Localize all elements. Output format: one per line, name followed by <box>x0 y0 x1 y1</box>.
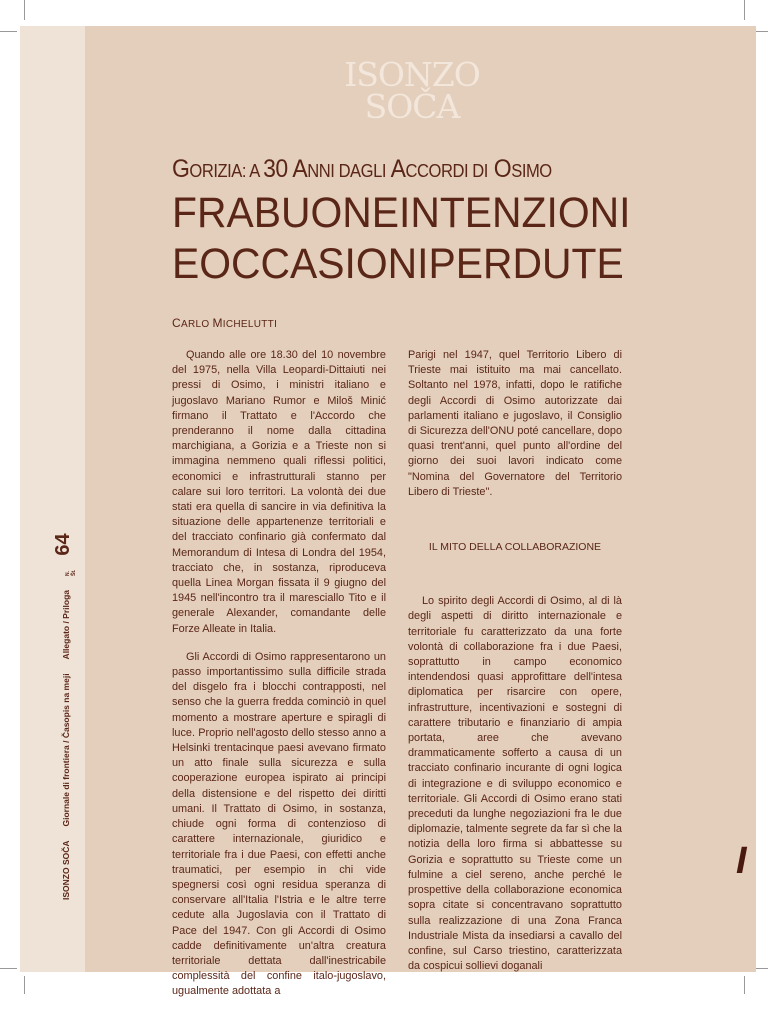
subtitle-part: O <box>487 155 512 183</box>
subtitle-part: A <box>287 155 308 183</box>
isonzo-soca-logo <box>332 55 492 138</box>
crop-mark <box>0 31 17 32</box>
publication-name: ISONZO SOČA <box>61 840 71 900</box>
author-part: ARLO <box>180 319 210 330</box>
number-label-sl: Št. <box>71 569 77 576</box>
publication-subtitle: Giornale di frontiera / Časopis na meji <box>61 673 71 827</box>
logo-line-1: ISONZO <box>344 55 480 94</box>
article-title-line-1 <box>172 189 631 237</box>
paragraph: Parigi nel 1947, quel Territorio Libero di Trieste mai istituito ma mai cancellato. Soltanto nel 1978, infatti, dopo le ratifiche degli Accordi di Osimo autorizzate dai parlamenti italiano e jugoslavo, il Consiglio di Sicurezza dell'ONU poté cancellare, dopo quasi trent'anni, quel punto all'ordine del giorno dei suoi lavori indicato come "Nomina del Governatore del Territorio Libero di Trieste". <box>408 349 622 498</box>
issue-number: 64 <box>52 533 74 556</box>
crop-mark <box>744 976 745 994</box>
crop-mark <box>24 0 25 20</box>
crop-mark <box>744 0 745 20</box>
page-folio: I <box>736 840 747 882</box>
title-word: INTENZIONI <box>398 189 631 237</box>
title-word: PERDUTE <box>428 240 624 288</box>
author-byline <box>172 316 277 330</box>
issue-number-labels <box>65 570 77 576</box>
sidebar-publication-info <box>52 533 77 900</box>
subtitle-part: CCORDI DI <box>405 161 488 181</box>
paragraph: Quando alle ore 18.30 del 10 novembre del 1975, nella Villa Leopardi-Dittaiuti nei pressi di Osimo, i ministri italiano e jugoslavo Mariano Rumor e Miloš Minić firmano il Trattato e l'Accordo che prenderanno il nome dalla cittadina marchigiana, a Gorizia e a Trieste non si immagina nemmeno quali riflessi politici, economici e infrastrutturali stanno per calare sui loro territori. La volontà dei due stati era quella di sancire in via definitiva la situazione delle appartenenze territoriali e del tracciato confinario già confermato dal Memorandum di Intesa di Londra del 1954, tracciato che, in sostanza, riproduceva quella Linea Morgan fissata il 9 giugno del 1945 nell'incontro tra il maresciallo Tito e il generale Alexander, comandante delle Forze Alleate in Italia. <box>172 349 386 635</box>
subtitle-part: 30 <box>263 155 288 183</box>
subtitle-part: G <box>172 155 190 183</box>
crop-mark <box>0 968 17 969</box>
subtitle-part: SIMO <box>511 161 552 181</box>
subtitle-part: ORIZIA: A <box>189 161 264 181</box>
number-label-it: N. <box>65 571 71 576</box>
logo-line-2: SOČA <box>364 87 460 126</box>
article-column-1 <box>172 348 386 1013</box>
author-part: M <box>212 316 223 330</box>
article-subtitle <box>172 155 595 184</box>
title-word: FRA <box>172 189 254 237</box>
article-title-line-2 <box>172 240 624 288</box>
title-word: OCCASIONI <box>199 240 429 288</box>
paragraph: Lo spirito degli Accordi di Osimo, al di là degli aspetti di diritto internazionale e territoriale fu caratterizzato da una forte volontà di collaborazione fra i due Paesi, soprattutto in campo economico intendendosi quasi approfittare dell'intesa diplomatica per risarcire con opere, infrastrutture, incentivazioni e sostegni di carattere tributario e finanziario di ampia portata, aree che avevano drammaticamente sofferto a causa di un tracciato confinario incurante di ogni logica di integrazione e di sviluppo economico e territoriale. Gli Accordi di Osimo erano stati preceduti da lunghe negoziazioni fra le due diplomazie, talmente segrete da far sì che la notizia della loro firma si abbattesse su Gorizia e soprattutto su Trieste come un fulmine a ciel sereno, anche perché le prospettive della collaborazione economica sopra citate si concentravano soprattutto sulla realizzazione di una Zona Franca Industriale Mista da insediarsi a cavallo del confine, sul Carso triestino, caratterizzata da cospicui sollievi doganali <box>408 595 622 973</box>
section-heading: IL MITO DELLA COLLABORAZIONE <box>428 541 602 554</box>
article-column-2 <box>408 348 622 987</box>
crop-mark <box>24 976 25 994</box>
supplement-label: Allegato / Priloga <box>61 590 71 660</box>
subtitle-part: NNI DAGLI <box>307 161 386 181</box>
subtitle-part: A <box>385 155 406 183</box>
author-part: C <box>172 316 181 330</box>
title-word: E <box>172 240 200 288</box>
title-word: BUONE <box>253 189 399 237</box>
paragraph: Gli Accordi di Osimo rappresentarono un passo importantissimo sulla difficile strada del disgelo fra i blocchi contrapposti, nel senso che la guerra fredda cominciò in quel momento a mostrare aperture e spiragli di luce. Proprio nell'agosto dello stesso anno a Helsinki trentacinque paesi avevano firmato un atto finale sulla sicurezza e sulla cooperazione europea ispirato ai principi della distensione e del rispetto dei diritti umani. Il Trattato di Osimo, in sostanza, chiude ogni forma di contenzioso di carattere internazionale, giuridico e territoriale fra i due Paesi, con effetti anche traumatici, per esempio in chi vide spegnersi così ogni residua speranza di conservare all'Italia l'Istria e le altre terre cedute alla Jugoslavia con il Trattato di Pace del 1947. Con gli Accordi di Osimo cadde definitivamente un'altra creatura territoriale dettata dall'inestricabile complessità del confine italo-jugoslavo, ugualmente adottata a <box>172 650 386 998</box>
author-part: ICHELUTTI <box>222 319 278 330</box>
